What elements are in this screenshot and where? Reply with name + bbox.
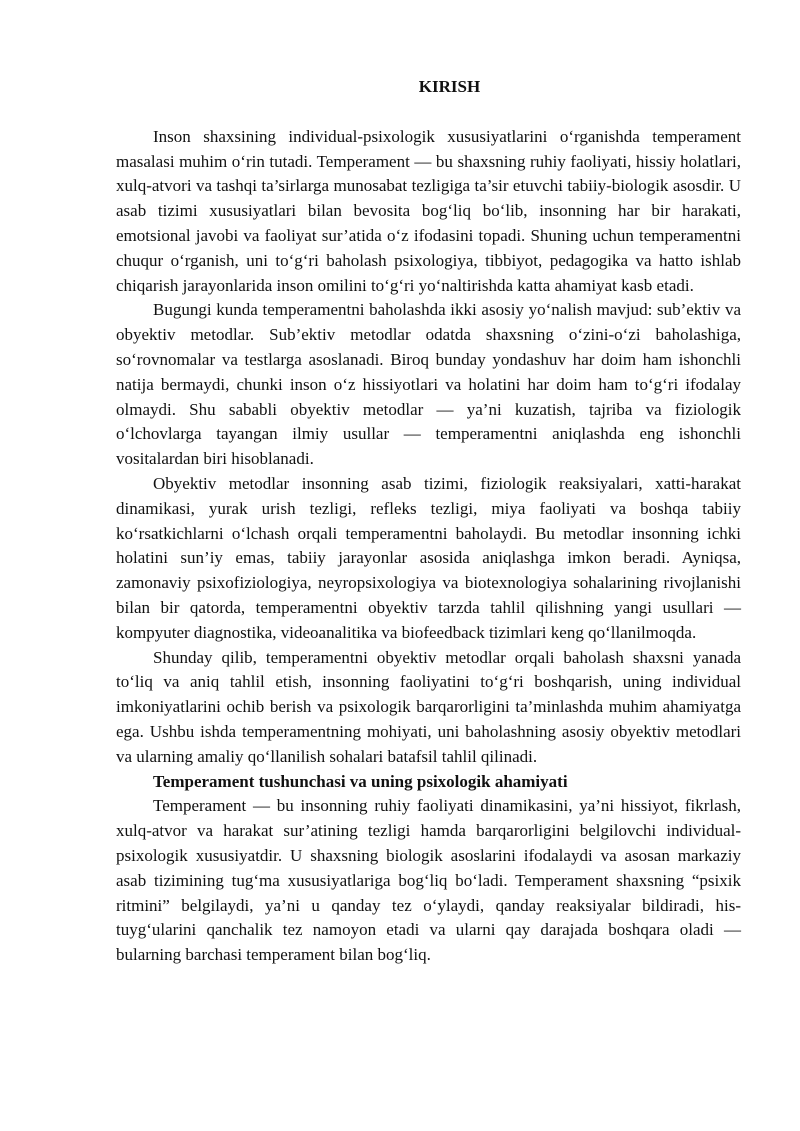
paragraph-1: Inson shaxsining individual-psixologik xususiyatlarini o‘rganishda temperament masalasi muhim o‘rin tutadi. Temperament — bu shaxsning ruhiy faoliyati, hissiy holatlari, xulq-atvori va tashqi ta’sirlarga munosabat tezligiga ta’sir etuvchi tabiiy-biologik asosdir. U asab tizimi xususiyatlari bilan bevosita bog‘liq bo‘lib, insonning har bir harakati, emotsional javobi va faoliyat sur’atida o‘z ifodasini topadi. Shuning uchun temperamentni chuqur o‘rganish, uni to‘g‘ri baholash psixologiya, tibbiyot, pedagogika va hatto ishlab chiqarish jarayonlarida inson omilini to‘g‘ri yo‘naltirishda katta ahamiyat kasb etadi. <box>116 126 741 295</box>
document-body <box>116 75 741 968</box>
page-title: KIRISH <box>418 77 481 96</box>
paragraph-3: Obyektiv metodlar insonning asab tizimi, fiziologik reaksiyalari, xatti-harakat dinamikasi, yurak urish tezligi, refleks tezligi, miya faoliyati va boshqa tabiiy ko‘rsatkichlarni o‘lchash orqali temperamentni baholaydi. Bu metodlar insonning ichki holatini sun’iy emas, tabiiy jarayonlar asosida aniqlashga imkon beradi. Ayniqsa, zamonaviy psixofiziologiya, neyropsixologiya va biotexnologiya sohalarining rivojlanishi bilan bir qatorda, temperamentni obyektiv tarzda tahlil qilishning yangi usullari — kompyuter diagnostika, videoanalitika va biofeedback tizimlari keng qo‘llanilmoqda. <box>116 473 741 642</box>
paragraph-5: Temperament — bu insonning ruhiy faoliyati dinamikasini, ya’ni hissiyot, fikrlash, xulq-atvor va harakat sur’atining tezligi hamda barqarorligini belgilovchi individual-psixologik xususiyatdir. U shaxsning biologik asoslarini ifodalaydi va asosan markaziy asab tizimining tug‘ma xususiyatlariga bog‘liq bo‘ladi. Temperament shaxsning “psixik ritmini” belgilaydi, ya’ni u qanday tez o‘ylaydi, qanday reaksiyalar bildiradi, his-tuyg‘ularini qanchalik tez namoyon etadi va ularni qay darajada boshqara oladi — bularning barchasi temperament bilan bog‘liq. <box>116 796 741 965</box>
paragraph-2: Bugungi kunda temperamentni baholashda ikki asosiy yo‘nalish mavjud: sub’ektiv va obyektiv metodlar. Sub’ektiv metodlar odatda shaxsning o‘zini-o‘zi baholashiga, so‘rovnomalar va testlarga asoslanadi. Biroq bunday yondashuv har doim ham ishonchli natija bermaydi, chunki inson o‘z hissiyotlari va holatini har doim ham to‘g‘ri ifodalay olmaydi. Shu sababli obyektiv metodlar — ya’ni kuzatish, tajriba va fiziologik o‘lchovlarga tayangan ilmiy usullar — temperamentni aniqlashda eng ishonchli vositalardan biri hisoblanadi. <box>116 300 741 469</box>
paragraph-4: Shunday qilib, temperamentni obyektiv metodlar orqali baholash shaxsni yanada to‘liq va aniq tahlil etish, insonning faoliyatini to‘g‘ri boshqarish, uning individual imkoniyatlarini ochib berish va psixologik barqarorligini ta’minlashda muhim ahamiyatga ega. Ushbu ishda temperamentning mohiyati, uni baholashning asosiy obyektiv metodlari va ularning amaliy qo‘llanilish sohalari batafsil tahlil qilinadi. <box>116 647 741 766</box>
section-heading: Temperament tushunchasi va uning psixologik ahamiyati <box>153 771 568 791</box>
